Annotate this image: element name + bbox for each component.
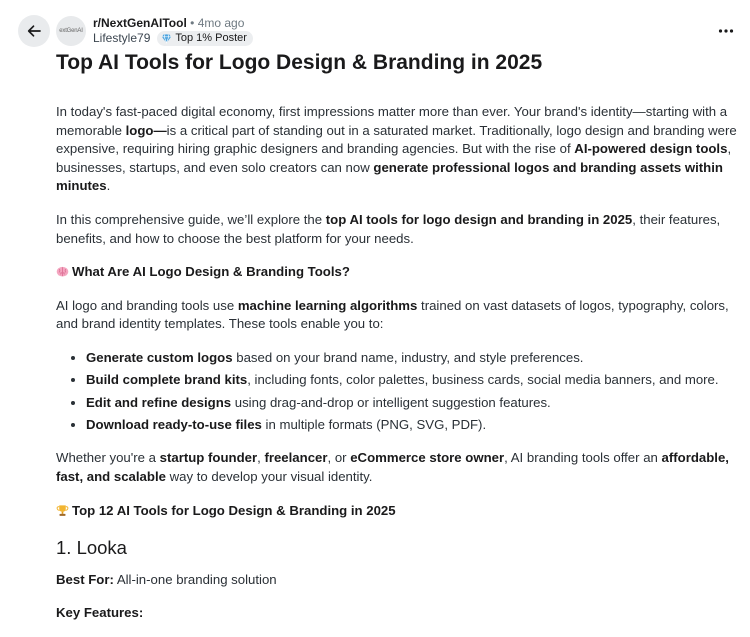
section-heading-what-are [56, 263, 742, 282]
list-item [86, 371, 742, 390]
post-header [0, 0, 750, 50]
guide-paragraph [56, 211, 742, 248]
desc-text: AI logo and branding tools use [56, 297, 238, 313]
diamond-icon [161, 33, 172, 44]
tool-heading-looka: 1. Looka [56, 537, 127, 559]
whether-text: Whether you're a [56, 450, 160, 466]
whether-text: , [257, 450, 265, 466]
best-for-value: All-in-one branding solution [113, 572, 277, 588]
list-item-text: based on your brand name, industry, and style preferences. [232, 349, 584, 365]
post-time: 4mo ago [197, 16, 245, 30]
intro-text: . [106, 178, 111, 194]
whether-text: , or [327, 450, 351, 466]
best-for-label: Best For: [56, 572, 114, 588]
guide-bold: top AI tools for logo design and branding in 2025 [325, 211, 633, 227]
post-body [56, 103, 742, 637]
more-options-button[interactable] [712, 18, 740, 44]
guide-text: In this comprehensive guide, we’ll explore the [56, 211, 326, 227]
key-features-label: Key Features: [56, 604, 144, 620]
list-item-bold: Edit and refine designs [86, 394, 232, 410]
whether-bold: startup founder [159, 450, 258, 466]
list-item [86, 416, 742, 435]
intro-text: , businesses, startups, and even solo creators can now [56, 141, 732, 175]
arrow-left-icon [26, 23, 42, 39]
back-button[interactable] [18, 15, 50, 47]
whether-text: , AI branding tools offer an [504, 450, 662, 466]
key-features-line [56, 604, 742, 623]
author-username-link[interactable]: Lifestyle79 [93, 31, 151, 45]
post-title: Top AI Tools for Logo Design & Branding in 2025 [56, 51, 543, 74]
meta-separator: • [190, 16, 195, 30]
subreddit-line [93, 16, 244, 31]
intro-bold-generate: generate professional logos and branding assets within minutes [56, 159, 723, 194]
subreddit-avatar[interactable] [56, 16, 86, 46]
features-list [56, 349, 742, 434]
whether-paragraph [56, 449, 742, 486]
brain-emoji-icon [56, 265, 69, 278]
author-line [93, 31, 253, 46]
intro-text: is a critical part of standing out in a saturated market. Traditionally, logo design and branding were expensive, requiring hiring graphic designers and branding agencies. But with the rise of [56, 122, 737, 157]
subreddit-name-link[interactable]: r/NextGenAITool [93, 16, 187, 30]
list-item-bold: Download ready-to-use files [86, 416, 262, 432]
whether-bold: freelancer [264, 450, 328, 466]
list-item [86, 349, 742, 368]
guide-text: , their features, benefits, and how to choose the best platform for your needs. [56, 211, 721, 246]
section-heading-text: What Are AI Logo Design & Branding Tools? [72, 264, 350, 280]
desc-bold: machine learning algorithms [237, 297, 418, 313]
intro-bold-ai-tools: AI-powered design tools [574, 141, 728, 157]
list-item-text: in multiple formats (PNG, SVG, PDF). [261, 416, 487, 432]
tools-description-paragraph [56, 297, 742, 334]
list-item-bold: Build complete brand kits [86, 372, 248, 388]
top-poster-badge [157, 31, 253, 46]
best-for-line [56, 571, 742, 590]
whether-text: way to develop your visual identity. [165, 468, 373, 484]
intro-text: In today's fast-paced digital economy, first impressions matter more than ever. Your brand's identity—starting with a memorable [56, 104, 728, 138]
intro-bold-logo: logo— [125, 122, 167, 138]
section-heading-top-tools [56, 502, 742, 521]
whether-bold: affordable, fast, and scalable [56, 450, 729, 484]
trophy-emoji-icon [56, 504, 69, 517]
more-horizontal-icon [718, 28, 734, 34]
whether-bold: eCommerce store owner [350, 450, 505, 466]
intro-paragraph [56, 103, 742, 196]
list-item-bold: Generate custom logos [86, 349, 233, 365]
list-item-text: , including fonts, color palettes, business cards, social media banners, and more. [247, 372, 719, 388]
badge-label: Top 1% Poster [175, 32, 247, 44]
desc-text: trained on vast datasets of logos, typography, colors, and brand identity templates. These tools enable you to: [56, 297, 729, 332]
list-item-text: using drag-and-drop or intelligent suggestion features. [231, 394, 551, 410]
section-heading-text: Top 12 AI Tools for Logo Design & Branding in 2025 [72, 502, 396, 518]
avatar-text: extGenAI [59, 28, 83, 34]
list-item [86, 394, 742, 413]
